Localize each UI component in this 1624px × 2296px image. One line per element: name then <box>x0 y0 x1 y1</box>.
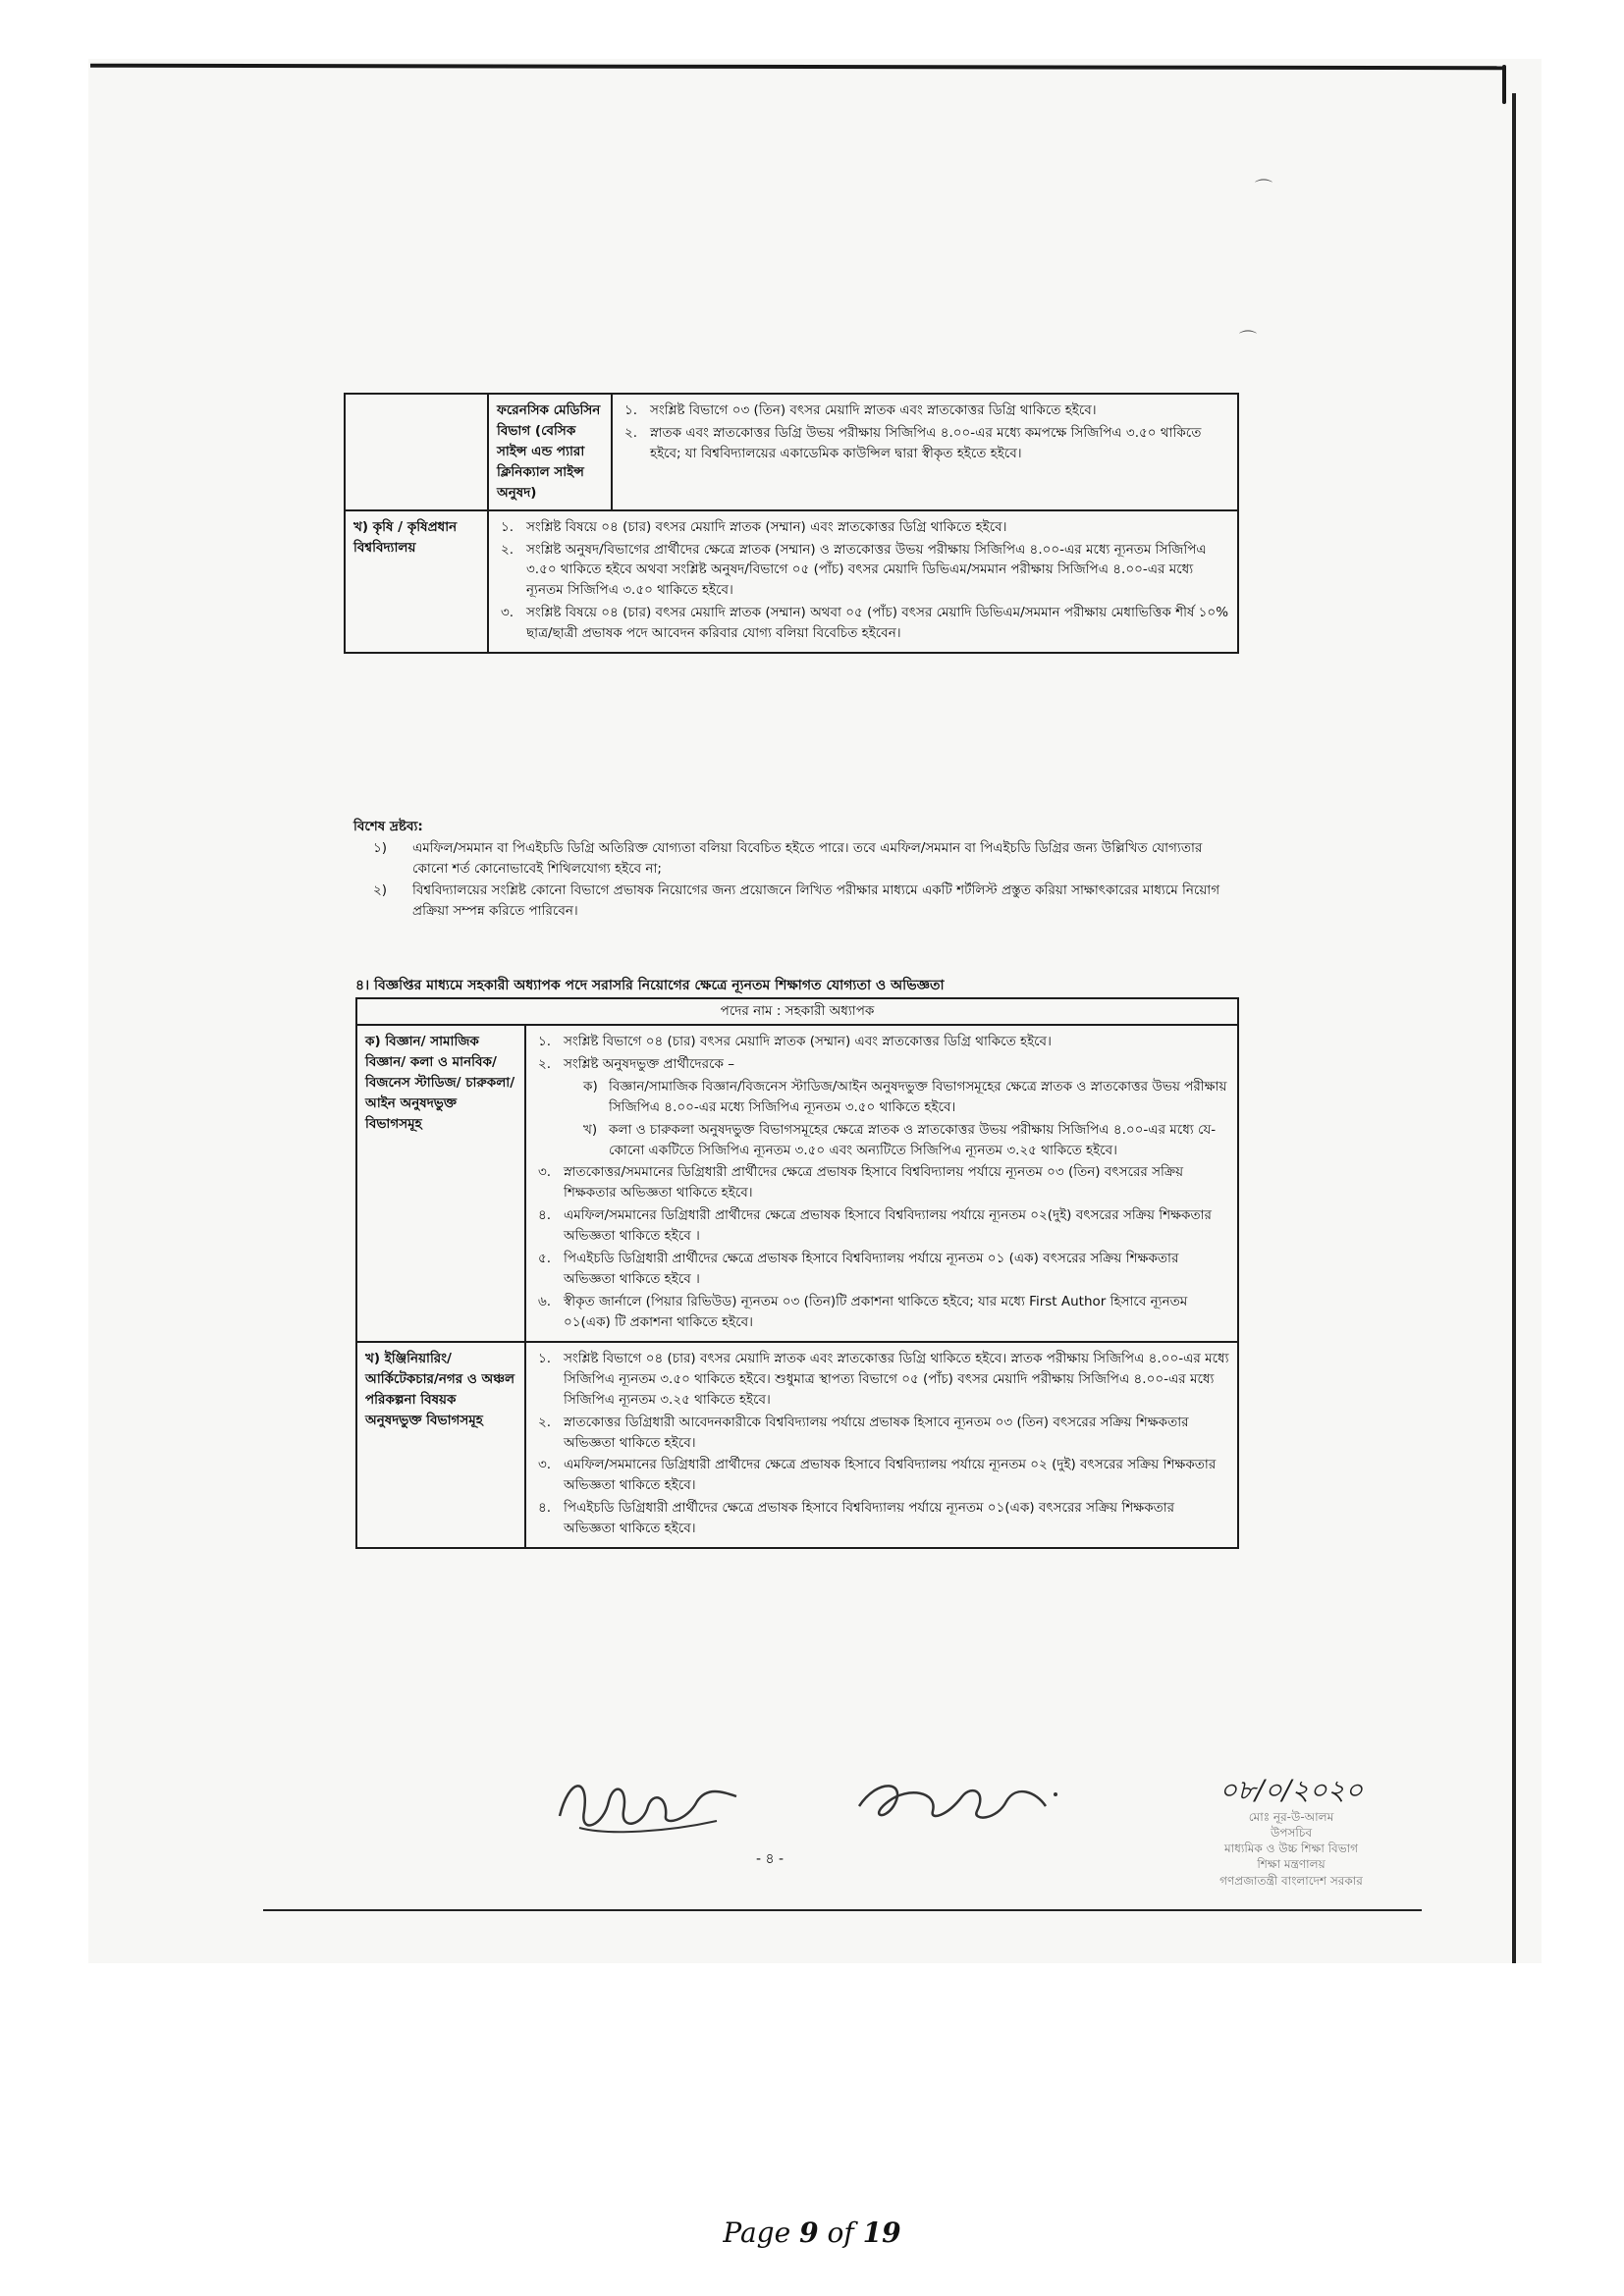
officer-designation: উপসচিব <box>1270 1825 1312 1840</box>
bottom-rule <box>263 1909 1422 1911</box>
note-item: ২) বিশ্ববিদ্যালয়ের সংশ্লিষ্ট কোনো বিভাগে প্রভাষক নিয়োগের জন্য প্রয়োজনে লিখিত পরীক্ষার মাধ্যমে একটি শর্টলিস্ট প্রস্তুত করিয়া সাক্ষাৎকারের মাধ্যমে নিয়োগ প্রক্রিয়া সম্পন্ন করিতে পারিবেন। <box>373 881 1220 920</box>
list-item: ৪. এমফিল/সমমানের ডিগ্রিধারী প্রার্থীদের ক্ষেত্রে প্রভাষক হিসাবে বিশ্ববিদ্যালয় পর্যায়ে ন্যূনতম ০২(দুই) বৎসরের সক্রিয় শিক্ষকতার অভিজ্ঞতা থাকিতে হইবে । <box>538 1207 1212 1245</box>
special-notes <box>353 817 1237 923</box>
list-item: ৪. পিএইচডি ডিগ্রিধারী প্রার্থীদের ক্ষেত্রে প্রভাষক হিসাবে বিশ্ববিদ্যালয় পর্যায়ে ন্যূনতম ০১(এক) বৎসরের সক্রিয় শিক্ষকতার অভিজ্ঞতা থাকিতে হইবে। <box>538 1500 1175 1537</box>
list-item: ২. স্নাতক এবং স্নাতকোত্তর ডিগ্রি উভয় পরীক্ষায় সিজিপিএ ৪.০০-এর মধ্যে কমপক্ষে সিজিপিএ ৩.৫০ থাকিতে হইবে; যা বিশ্ববিদ্যালয়ের একাডেমিক কাউন্সিল দ্বারা স্বীকৃত হইতে হইবে। <box>624 424 1202 461</box>
lecturer-qualification-table <box>344 393 1239 654</box>
list-item: ১. সংশ্লিষ্ট বিভাগে ০৪ (চার) বৎসর মেয়াদি স্নাতক এবং স্নাতকোত্তর ডিগ্রি থাকিতে হইবে। স্নাতক পরীক্ষায় সিজিপিএ ৪.০০-এর মধ্যে সিজিপিএ ন্যূনতম ৩.৫০ থাকিতে হইবে। শুধুমাত্র স্থাপত্য বিভাগে ০৫ (পাঁচ) বৎসর মেয়াদি পরীক্ষায় সিজিপিএ ৪.০০-এর মধ্যে সিজিপিএ ন্যূনতম ৩.২৫ থাকিতে হইবে। <box>538 1350 1229 1408</box>
list-item: ৩. সংশ্লিষ্ট বিষয়ে ০৪ (চার) বৎসর মেয়াদি স্নাতক (সম্মান) অথবা ০৫ (পাঁচ) বৎসর মেয়াদি ডিভিএম/সমমান পরীক্ষায় মেধাভিত্তিক শীর্ষ ১০% ছাত্র/ছাত্রী প্রভাষক পদে আবেদন করিবার যোগ্য বলিয়া বিবেচিত হইবেন। <box>501 605 1229 642</box>
list-item: ১. সংশ্লিষ্ট বিষয়ে ০৪ (চার) বৎসর মেয়াদি স্নাতক (সম্মান) এবং স্নাতকোত্তর ডিগ্রি থাকিতে হইবে। <box>501 518 1007 535</box>
requirements-cell <box>488 510 1238 654</box>
table-cell-empty <box>345 394 488 510</box>
current-page: 9 <box>799 2216 819 2249</box>
sub-item: ক) বিজ্ঞান/সামাজিক বিজ্ঞান/বিজনেস স্টাডিজ/আইন অনুষদভুক্ত বিভাগসমূহের ক্ষেত্রে স্নাতক ও স্নাতকোত্তর উভয় পরীক্ষায় সিজিপিএ ৪.০০-এর মধ্যে সিজিপিএ ন্যূনতম ৩.৫০ থাকিতে হইবে। <box>583 1078 1227 1115</box>
page-footer: Page 9 of 19 <box>723 2216 901 2249</box>
government-name: গণপ্রজাতন্ত্রী বাংলাদেশ সরকার <box>1219 1873 1363 1888</box>
signature-2 <box>849 1767 1065 1836</box>
signature-1 <box>550 1767 756 1845</box>
faculty-label: খ) কৃষি / কৃষিপ্রধান বিশ্ববিদ্যালয় <box>345 510 488 654</box>
list-item: ৬. স্বীকৃত জার্নালে (পিয়ার রিভিউড) ন্যূনতম ০৩ (তিন)টি প্রকাশনা থাকিতে হইবে; যার মধ্যে First Author হিসাবে ন্যূনতম ০১(এক) টি প্রকাশনা থাকিতে হইবে। <box>538 1293 1188 1330</box>
faculty-label: ক) বিজ্ঞান/ সামাজিক বিজ্ঞান/ কলা ও মানবিক/ বিজনেস স্টাডিজ/ চারুকলা/ আইন অনুষদভুক্ত বিভাগসমূহ <box>356 1025 525 1342</box>
list-item: ৩. স্নাতকোত্তর/সমমানের ডিগ্রিধারী প্রার্থীদের ক্ষেত্রে প্রভাষক হিসাবে বিশ্ববিদ্যালয় পর্যায়ে ন্যূনতম ০৩ (তিন) বৎসরের সক্রিয় শিক্ষকতার অভিজ্ঞতা থাকিতে হইবে। <box>538 1164 1184 1201</box>
post-title: পদের নাম : সহকারী অধ্যাপক <box>356 998 1238 1025</box>
list-item: ১. সংশ্লিষ্ট বিভাগে ০৪ (চার) বৎসর মেয়াদি স্নাতক (সম্মান) এবং স্নাতকোত্তর ডিগ্রি থাকিতে হইবে। <box>538 1033 1052 1049</box>
table-row <box>356 1342 1238 1548</box>
stamp-date: ০৮/০/২০২০ <box>1218 1774 1364 1806</box>
list-item: ৩. এমফিল/সমমানের ডিগ্রিধারী প্রার্থীদের ক্ষেত্রে প্রভাষক হিসাবে বিশ্ববিদ্যালয় পর্যায়ে ন্যূনতম ০২ (দুই) বৎসরের সক্রিয় শিক্ষকতার অভিজ্ঞতা থাকিতে হইবে। <box>538 1457 1217 1494</box>
requirements-cell <box>525 1342 1238 1548</box>
requirements-cell <box>612 394 1238 510</box>
scan-speck: ⌒ <box>1239 330 1257 350</box>
faculty-label: ফরেনসিক মেডিসিন বিভাগ (বেসিক সাইন্স এন্ড প্যারা ক্লিনিক্যাল সাইন্স অনুষদ) <box>488 394 612 510</box>
note-item: ১) এমফিল/সমমান বা পিএইচডি ডিগ্রি অতিরিক্ত যোগ্যতা বলিয়া বিবেচিত হইতে পারে। তবে এমফিল/সমমান বা পিএইচডি ডিগ্রির জন্য উল্লিখিত যোগ্যতার কোনো শর্ত কোনোভাবেই শিথিলযোগ্য হইবে না; <box>373 839 1203 878</box>
ministry-name: শিক্ষা মন্ত্রণালয় <box>1257 1857 1326 1872</box>
sub-item: খ) কলা ও চারুকলা অনুষদভুক্ত বিভাগসমূহের ক্ষেত্রে স্নাতক ও স্নাতকোত্তর উভয় পরীক্ষায় সিজিপিএ ৪.০০-এর মধ্যে যে-কোনো একটিতে সিজিপিএ ন্যূনতম ৩.৫০ এবং অন্যটিতে সিজিপিএ ন্যূনতম ৩.২৫ থাকিতে হইবে। <box>583 1121 1217 1158</box>
list-item: ২. সংশ্লিষ্ট অনুষদভুক্ত প্রার্থীদেরকে – ক) বিজ্ঞান/সামাজিক বিজ্ঞান/বিজনেস স্টাডিজ/আইন অনুষদভুক্ত বিভাগসমূহের ক্ষেত্রে স্নাতক ও স্নাতকোত্তর উভয় পরীক্ষায় সিজিপিএ ৪.০০-এর মধ্যে সিজিপিএ ন্যূনতম ৩.৫০ থাকিতে হইবে। খ) কলা ও চারুকলা অনুষদভুক্ত বিভাগসমূহের ক্ষেত্রে স্নাতক ও স্নাতকোত্তর উভয় পরীক্ষায় সিজিপিএ ৪.০০-এর মধ্যে যে-কোনো একটিতে সিজিপিএ ন্যূনতম ৩.৫০ এবং অন্যটিতে সিজিপিএ ন্যূনতম ৩.২৫ থাকিতে হইবে। <box>534 1054 1229 1161</box>
list-item: ২. সংশ্লিষ্ট অনুষদ/বিভাগের প্রার্থীদের ক্ষেত্রে স্নাতক (সম্মান) ও স্নাতকোত্তর উভয় পরীক্ষায় সিজিপিএ ৪.০০-এর মধ্যে ন্যূনতম সিজিপিএ ৩.৫০ থাকিতে হইবে অথবা সংশ্লিষ্ট অনুষদ/বিভাগে ০৫ (পাঁচ) বৎসর মেয়াদি ডিভিএম/সমমান পরীক্ষায় সিজিপিএ ৪.০০-এর মধ্যে ন্যূনতম সিজিপিএ ৩.৫০ থাকিতে হইবে। <box>501 541 1207 599</box>
officer-name: মোঃ নূর-উ-আলম <box>1248 1809 1334 1824</box>
table-row <box>345 510 1238 654</box>
notes-heading: বিশেষ দ্রষ্টব্য: <box>353 819 423 834</box>
list-item: ২. স্নাতকোত্তর ডিগ্রিধারী আবেদনকারীকে বিশ্ববিদ্যালয় পর্যায়ে প্রভাষক হিসাবে ন্যূনতম ০৩ (তিন) বৎসরের সক্রিয় শিক্ষকতার অভিজ্ঞতা থাকিতে হইবে। <box>538 1414 1189 1451</box>
faculty-label: খ) ইঞ্জিনিয়ারিং/ আর্কিটেকচার/নগর ও অঞ্চল পরিকল্পনা বিষয়ক অনুষদভুক্ত বিভাগসমূহ <box>356 1342 525 1548</box>
assistant-professor-table <box>355 997 1239 1549</box>
table-row <box>356 1025 1238 1342</box>
official-stamp <box>1159 1772 1424 1889</box>
document-page-number: - ৪ - <box>756 1851 785 1867</box>
list-item: ৫. পিএইচডি ডিগ্রিধারী প্রার্থীদের ক্ষেত্রে প্রভাষক হিসাবে বিশ্ববিদ্যালয় পর্যায়ে ন্যূনতম ০১ (এক) বৎসরের সক্রিয় শিক্ষকতার অভিজ্ঞতা থাকিতে হইবে । <box>538 1251 1179 1288</box>
section-heading: ৪। বিজ্ঞপ্তির মাধ্যমে সহকারী অধ্যাপক পদে সরাসরি নিয়োগের ক্ষেত্রে ন্যূনতম শিক্ষাগত যোগ্যতা ও অভিজ্ঞতা <box>355 978 945 993</box>
top-rule-corner <box>1502 65 1506 104</box>
total-pages: 19 <box>862 2216 901 2249</box>
table-row <box>356 998 1238 1025</box>
list-item: ১. সংশ্লিষ্ট বিভাগে ০৩ (তিন) বৎসর মেয়াদি স্নাতক এবং স্নাতকোত্তর ডিগ্রি থাকিতে হইবে। <box>624 402 1097 418</box>
division-name: মাধ্যমিক ও উচ্চ শিক্ষা বিভাগ <box>1223 1842 1359 1856</box>
table-row <box>345 394 1238 510</box>
right-edge-rule <box>1512 93 1516 1963</box>
requirements-cell <box>525 1025 1238 1342</box>
scan-speck: ⌒ <box>1255 179 1272 199</box>
